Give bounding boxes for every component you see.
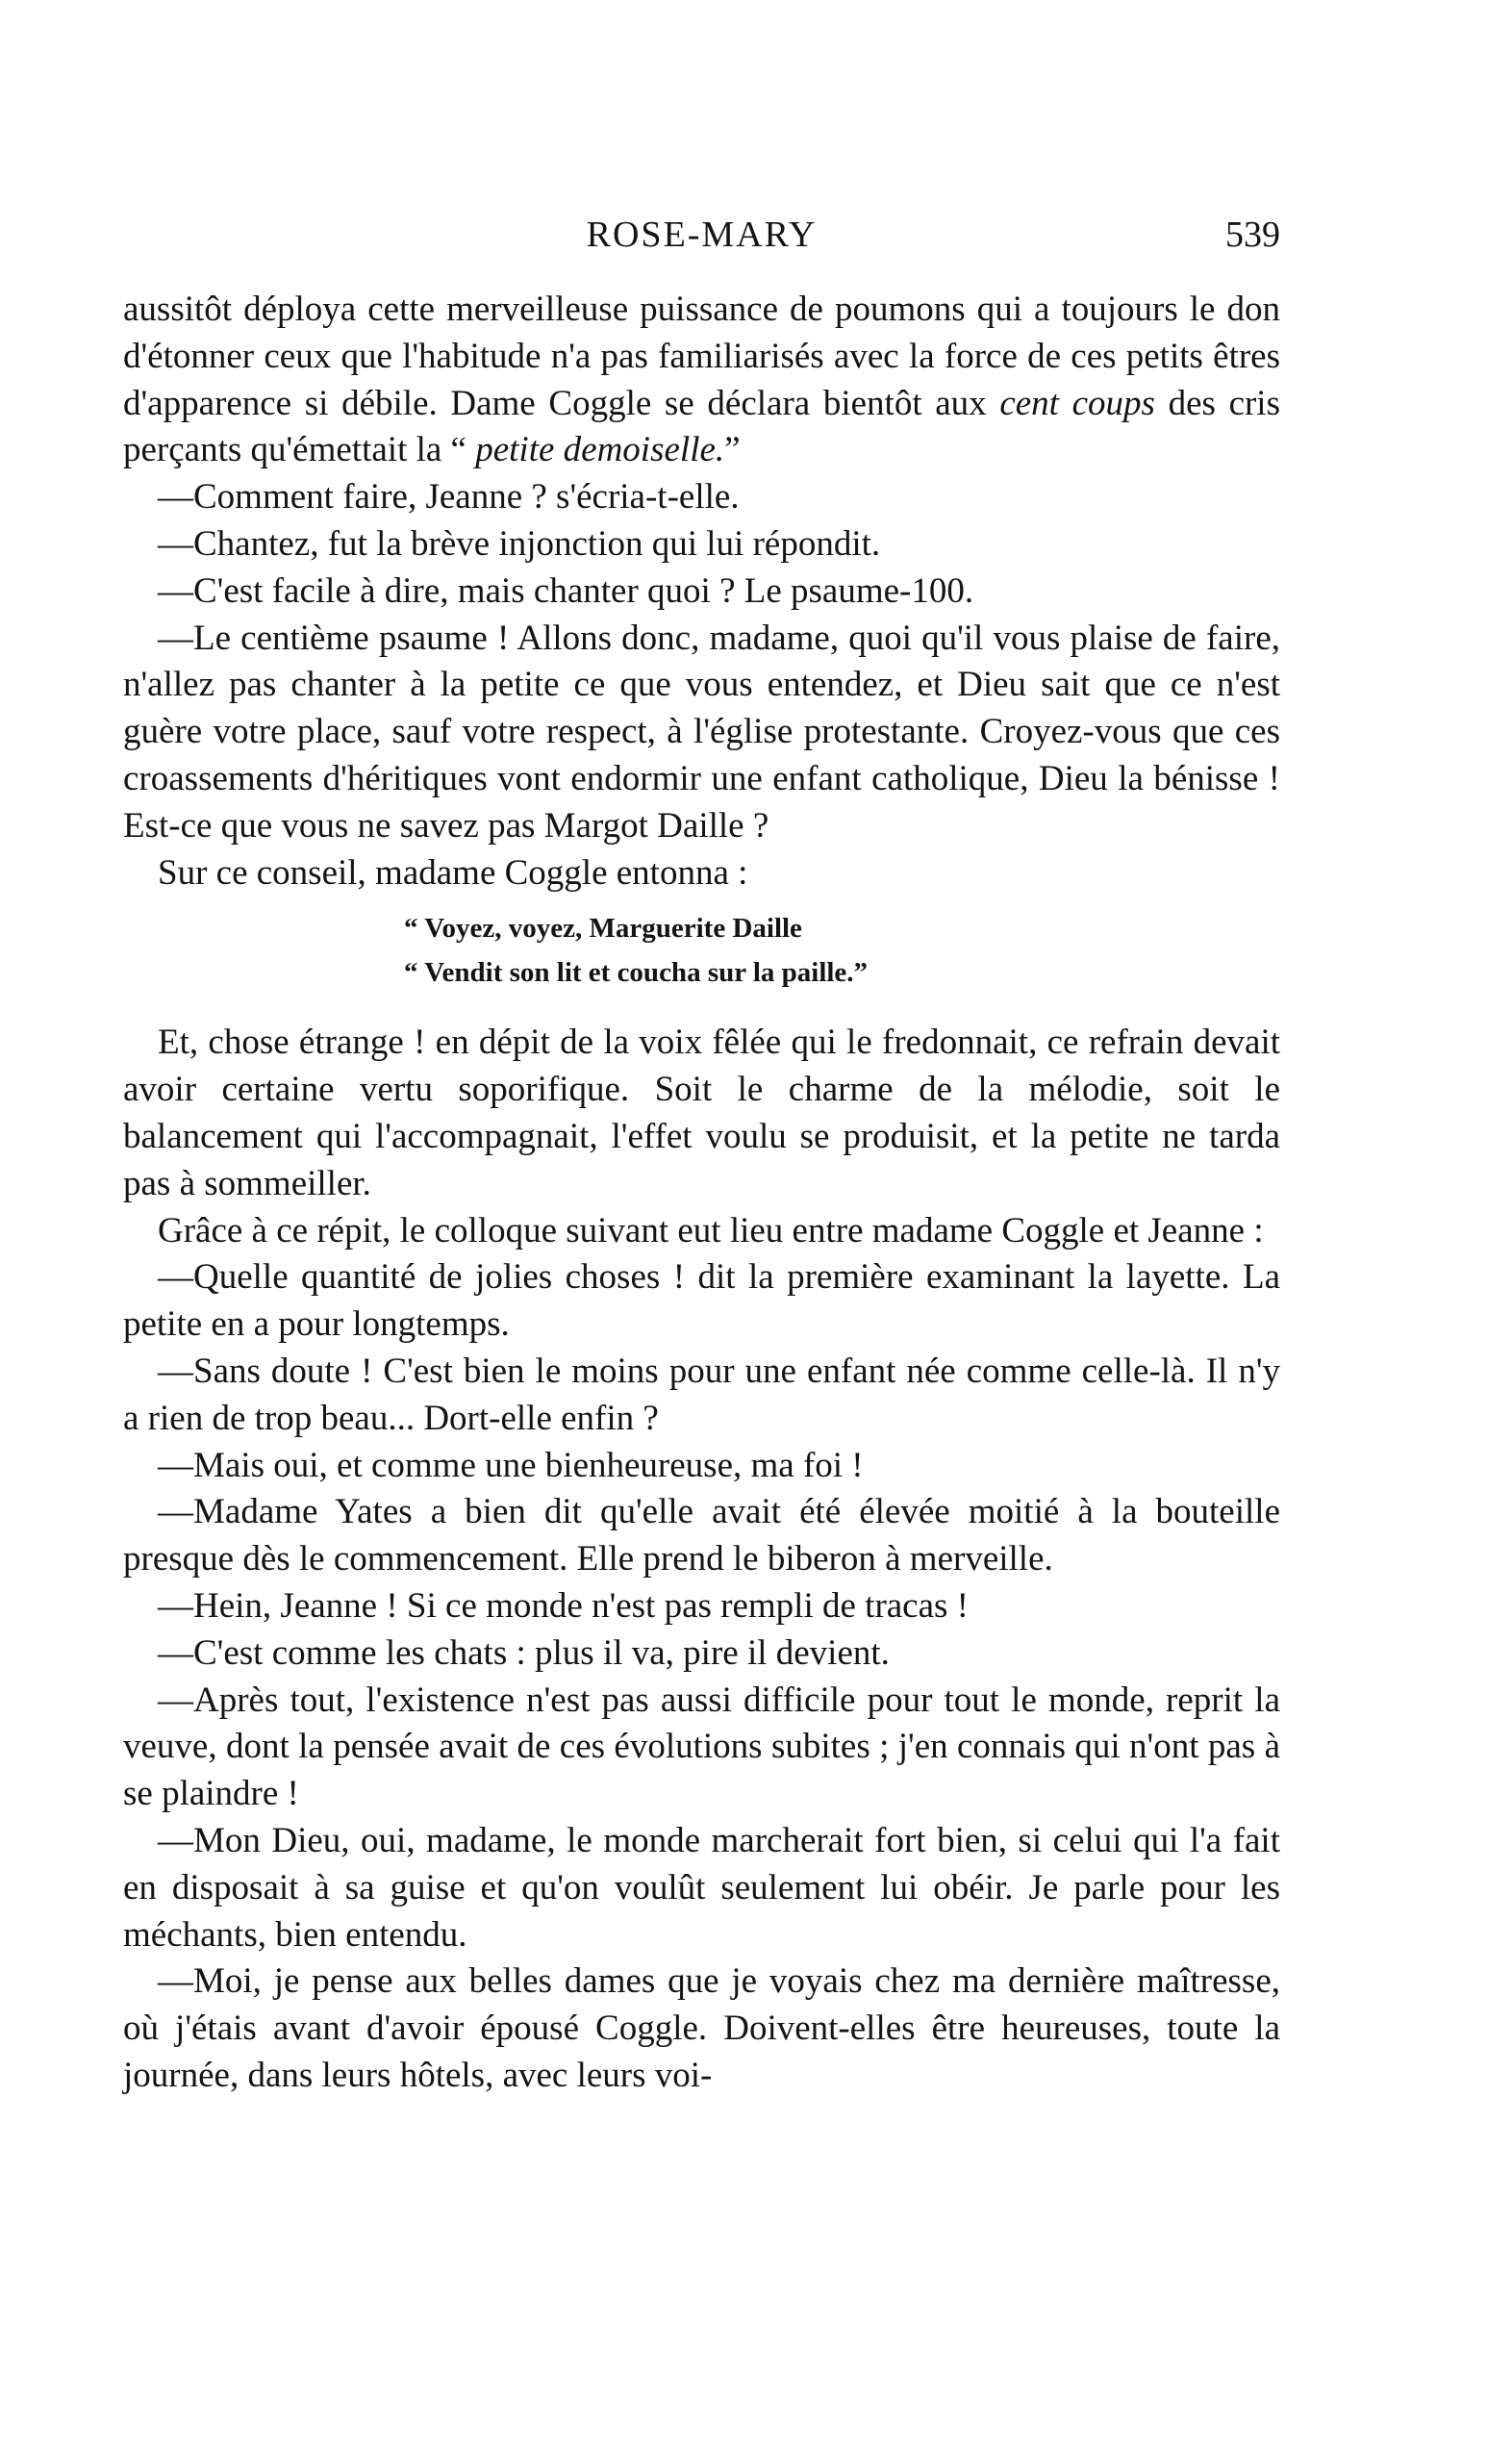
dialogue-line: —Mais oui, et comme une bienheureuse, ma foi !: [158, 1445, 864, 1485]
dialogue-line: —Hein, Jeanne ! Si ce monde n'est pas rempli de tracas !: [158, 1585, 969, 1626]
page-header: [123, 214, 1280, 262]
paragraph: Sur ce conseil, madame Coggle entonna :: [158, 852, 748, 893]
dialogue-line: —Comment faire, Jeanne ? s'écria-t-elle.: [158, 477, 740, 518]
dialogue-line: —Moi, je pense aux belles dames que je voyais chez ma dernière maîtresse, où j'étais avant d'avoir épousé Coggle. Doivent-elles être heureuses, toute la journée, dans leurs hôtels, avec leurs voi-: [123, 1961, 1280, 2095]
italic-phrase: cent coups: [999, 383, 1155, 423]
dialogue-line: —Madame Yates a bien dit qu'elle avait été élevée moitié à la bouteille presque dès le commencement. Elle prend le biberon à merveille.: [123, 1492, 1280, 1579]
dialogue-line: —Chantez, fut la brève injonction qui lui répondit.: [158, 523, 881, 564]
dialogue-line: —Quelle quantité de jolies choses ! dit la première examinant la layette. La petite en a pour longtemps.: [123, 1257, 1280, 1345]
italic-phrase: petite demoiselle.: [475, 430, 725, 470]
dialogue-line: —Après tout, l'existence n'est pas aussi difficile pour tout le monde, reprit la veuve, dont la pensée avait de ces évolutions subites ; j'en connais qui n'ont pas à se plaindre !: [123, 1680, 1280, 1814]
verse-line: “ Vendit son lit et coucha sur la paille.”: [404, 957, 869, 989]
dialogue-line: —C'est comme les chats : plus il va, pire il devient.: [158, 1632, 890, 1673]
dialogue-line: —Sans doute ! C'est bien le moins pour une enfant née comme celle-là. Il n'y a rien de trop beau... Dort-elle enfin ?: [123, 1351, 1280, 1438]
paragraph: Et, chose étrange ! en dépit de la voix fêlée qui le fredonnait, ce refrain devait avoir certaine vertu soporifique. Soit le charme de la mélodie, soit le balancement qui l'accompagnait, l'effet voulu se produisit, et la petite ne tarda pas à sommeiller.: [123, 1023, 1280, 1203]
running-title: ROSE-MARY: [586, 215, 818, 255]
paragraph: aussitôt déploya cette merveilleuse puissance de poumons qui a toujours le don d'étonner ceux que l'habitude n'a pas familiarisés avec la force de ces petits êtres d'apparence si débile. Dame Coggle se déclara bientôt aux cent coups des cris perçants qu'émettait la “ petite demoiselle.”: [123, 290, 1280, 470]
body-text: [123, 287, 1280, 2100]
dialogue-line: —C'est facile à dire, mais chanter quoi ? Le psaume-100.: [158, 570, 974, 611]
dialogue-line: —Le centième psaume ! Allons donc, madame, quoi qu'il vous plaise de faire, n'allez pas chanter à la petite ce que vous entendez, et Dieu sait que ce n'est guère votre place, sauf votre respect, à l'église protestante. Croyez-vous que ces croassements d'héritiques vont endormir une enfant catholique, Dieu la bénisse ! Est-ce que vous ne savez pas Margot Daille ?: [123, 618, 1280, 846]
verse-line: “ Voyez, voyez, Marguerite Daille: [404, 913, 802, 945]
dialogue-line: —Mon Dieu, oui, madame, le monde marcherait fort bien, si celui qui l'a fait en disposait à sa guise et qu'on voulût seulement lui obéir. Je parle pour les méchants, bien entendu.: [123, 1820, 1280, 1955]
song-verse: [404, 906, 1280, 995]
page-number: 539: [1225, 215, 1280, 255]
paragraph: Grâce à ce répit, le colloque suivant eut lieu entre madame Coggle et Jeanne :: [158, 1210, 1264, 1251]
